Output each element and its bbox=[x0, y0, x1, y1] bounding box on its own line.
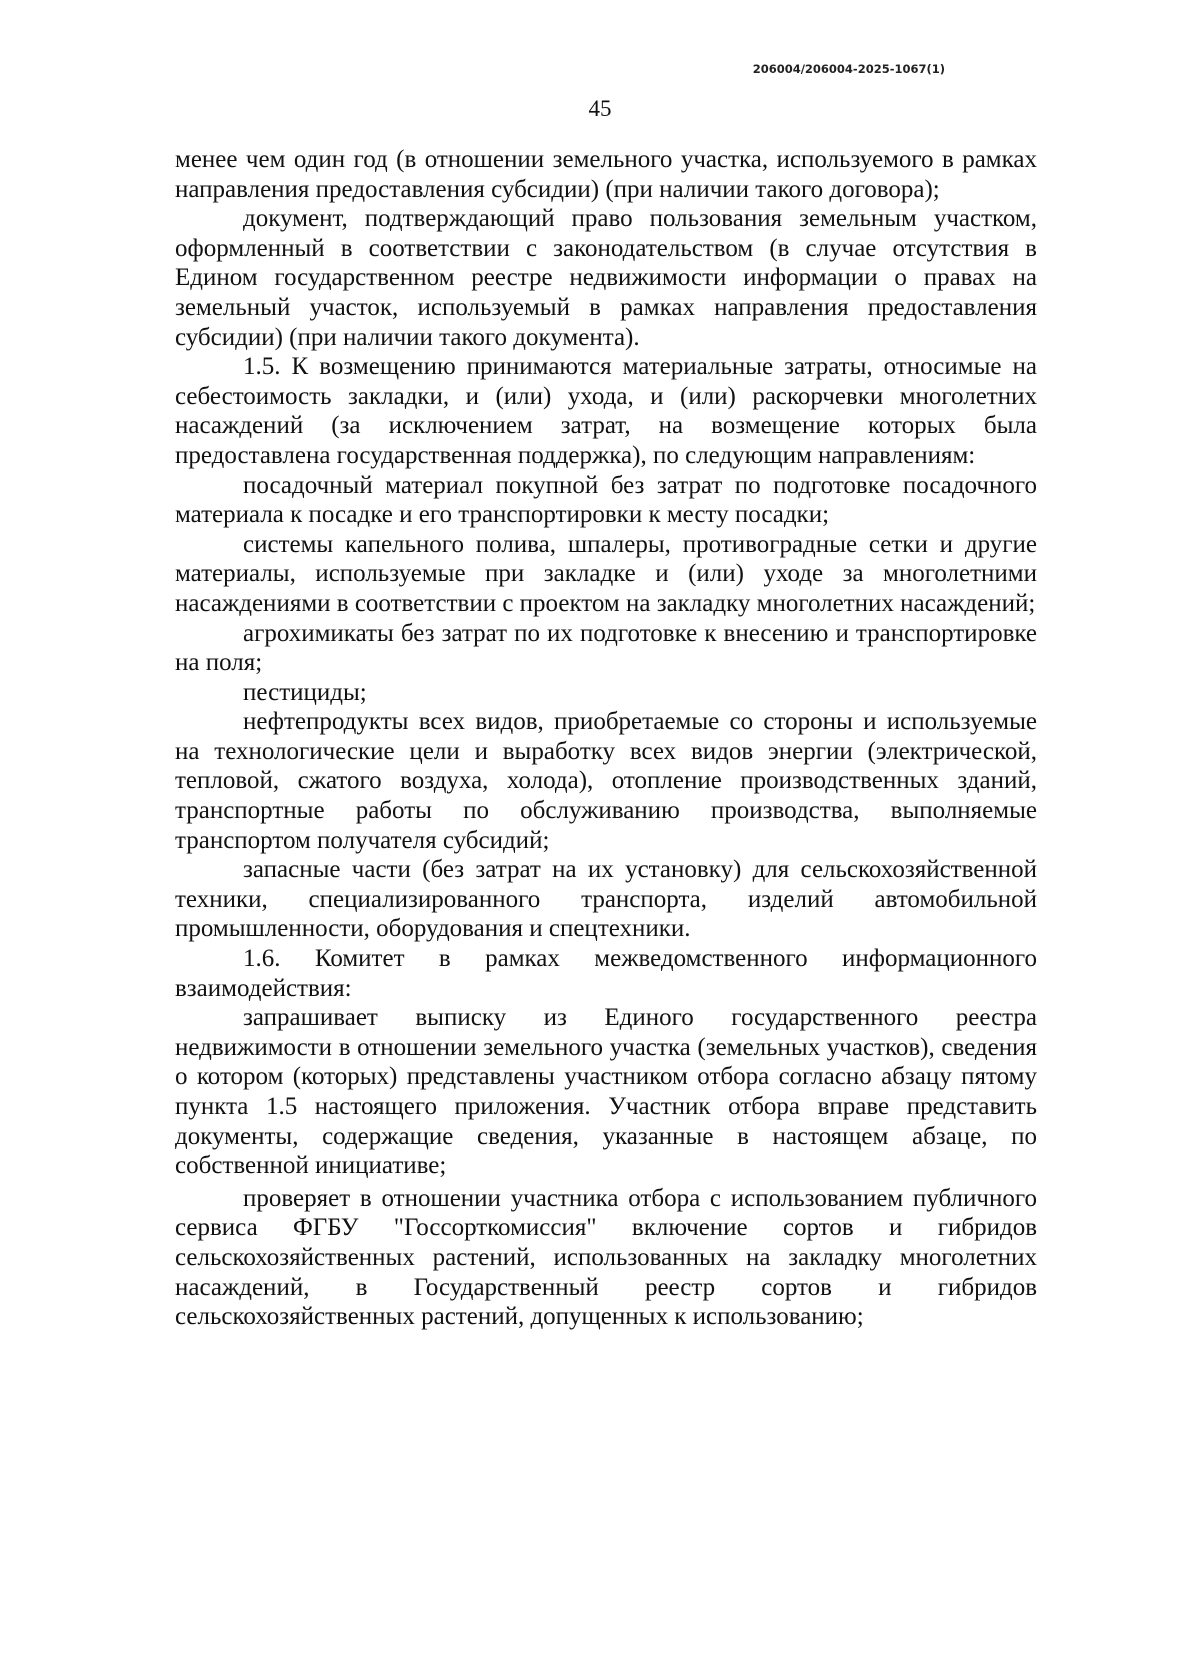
paragraph-irrigation-systems: системы капельного полива, шпалеры, противоградные сетки и другие материалы, используемые при закладке и (или) уходе за многолетними насаждениями в соответствии с проектом на закладку многолетних насаждений; bbox=[175, 530, 1037, 617]
paragraph-land-use-document: документ, подтверждающий право пользования земельным участком, оформленный в соответствии с законодательством (в случае отсутствия в Едином государственном реестре недвижимости информации о правах на земельный участок, используемый в рамках направления предоставления субсидии) (при наличии такого документа). bbox=[175, 205, 1037, 351]
paragraph-petroleum-products: нефтепродукты всех видов, приобретаемые со стороны и используемые на технологические цели и выработку всех видов энергии (электрической, тепловой, сжатого воздуха, холода), отопление производственных зданий, транспортные работы по обслуживанию производства, выполняемые транспортом получателя субсидий; bbox=[175, 708, 1037, 854]
page-number: 45 bbox=[588, 96, 612, 121]
paragraph-continuation: менее чем один год (в отношении земельного участка, используемого в рамках направления предоставления субсидии) (при наличии такого договора); bbox=[175, 146, 1037, 203]
paragraph-agrochemicals: агрохимикаты без затрат по их подготовке к внесению и транспортировке на поля; bbox=[175, 619, 1037, 677]
paragraph-spare-parts: запасные части (без затрат на их установку) для сельскохозяйственной техники, специализированного транспорта, изделий автомобильной промышленности, оборудования и спецтехники. bbox=[175, 856, 1037, 943]
document-body bbox=[175, 145, 1037, 1332]
paragraph-1-6: 1.6. Комитет в рамках межведомственного информационного взаимодействия: bbox=[175, 945, 1037, 1002]
paragraph-1-5: 1.5. К возмещению принимаются материальные затраты, относимые на себестоимость закладки, и (или) ухода, и (или) раскорчевки многолетних насаждений (за исключением затрат, на возмещение которых была предоставлена государственная поддержка), по следующим направлениям: bbox=[175, 353, 1037, 469]
paragraph-registry-extract: запрашивает выписку из Единого государственного реестра недвижимости в отношении земельного участка (земельных участков), сведения о котором (которых) представлены участником отбора согласно абзацу пятому пункта 1.5 настоящего приложения. Участник отбора вправе представить документы, содержащие сведения, указанные в настоящем абзаце, по собственной инициативе; bbox=[175, 1004, 1037, 1180]
paragraph-planting-material: посадочный материал покупной без затрат по подготовке посадочного материала к посадке и его транспортировки к месту посадки; bbox=[175, 471, 1037, 529]
document-id: 206004/206004-2025-1067(1) bbox=[752, 62, 945, 76]
paragraph-variety-check: проверяет в отношении участника отбора с использованием публичного сервиса ФГБУ "Госсорткомиссия" включение сортов и гибридов сельскохозяйственных растений, использованных на закладку многолетних насаждений, в Государственный реестр сортов и гибридов сельскохозяйственных растений, допущенных к использованию; bbox=[175, 1184, 1037, 1331]
paragraph-pesticides: пестициды; bbox=[243, 678, 367, 706]
